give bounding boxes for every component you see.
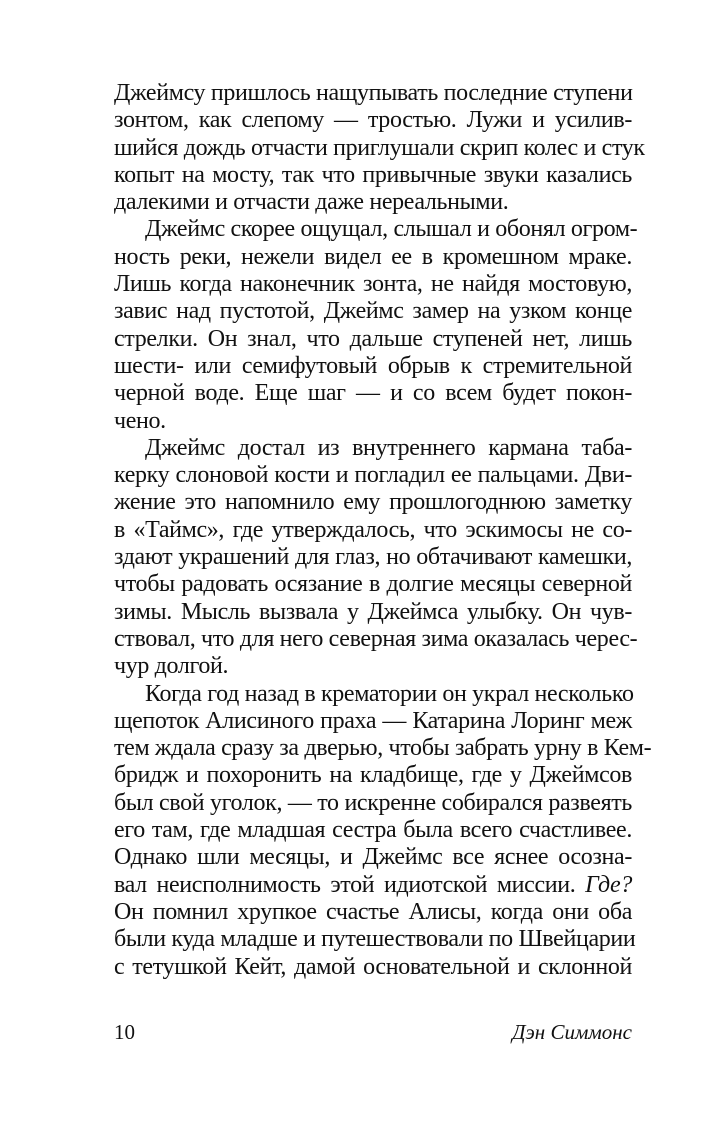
text-line: завис над пустотой, Джеймс замер на узком конце xyxy=(114,298,632,325)
italic-text: Где? xyxy=(585,871,632,898)
text-line: жение это напомнило ему прошлогоднюю заметку xyxy=(114,489,632,516)
text-line: Джеймс достал из внутреннего кармана таба- xyxy=(145,434,632,461)
page-number: 10 xyxy=(114,1020,135,1044)
text-line: шийся дождь отчасти приглушали скрип колес и стук xyxy=(114,134,645,161)
text-line: далекими и отчасти даже нереальными. xyxy=(114,189,509,216)
text-line-with-italic xyxy=(114,872,632,899)
text-line: керку слоновой кости и погладил ее пальцами. Дви- xyxy=(114,462,632,489)
text-line: Джеймс скорее ощущал, слышал и обонял огром- xyxy=(145,216,638,243)
text-line: ность реки, нежели видел ее в кромешном мраке. xyxy=(114,243,632,270)
text-line: чтобы радовать осязание в долгие месяцы северной xyxy=(114,571,632,598)
text-line: чур долгой. xyxy=(114,653,229,680)
text-line: шести- или семифутовый обрыв к стремительной xyxy=(114,352,632,379)
running-head-author: Дэн Симмонс xyxy=(512,1020,632,1044)
text-line: стрелки. Он знал, что дальше ступеней нет, лишь xyxy=(114,325,632,352)
text-line: щепоток Алисиного праха — Катарина Лоринг меж xyxy=(114,707,632,734)
text-line: тем ждала сразу за дверью, чтобы забрать урну в Кем- xyxy=(114,735,652,762)
text-line: бридж и похоронить на кладбище, где у Джеймсов xyxy=(114,762,632,789)
page-footer xyxy=(114,1018,632,1046)
text-line: зонтом, как слепому — тростью. Лужи и усилив- xyxy=(114,107,632,134)
text-line: Лишь когда наконечник зонта, не найдя мостовую, xyxy=(114,271,632,298)
text-line: чено. xyxy=(114,407,166,434)
text-line: копыт на мосту, так что привычные звуки казались xyxy=(114,161,632,188)
text-line: ствовал, что для него северная зима оказалась черес- xyxy=(114,625,638,652)
text-line: черной воде. Еще шаг — и со всем будет покон- xyxy=(114,380,632,407)
text-segment: вал неисполнимость этой идиотской миссии. xyxy=(114,871,576,898)
text-line: был свой уголок, — то искренне собирался развеять xyxy=(114,789,632,816)
text-line: с тетушкой Кейт, дамой основательной и склонной xyxy=(114,953,632,980)
body-text xyxy=(114,80,652,981)
text-line: его там, где младшая сестра была всего счастливее. xyxy=(114,817,632,844)
text-line: Однако шли месяцы, и Джеймс все яснее осозна- xyxy=(114,844,632,871)
text-line: зимы. Мысль вызвала у Джеймса улыбку. Он чув- xyxy=(114,598,632,625)
text-line: были куда младше и путешествовали по Швейцарии xyxy=(114,926,636,953)
text-line: Джеймсу пришлось нащупывать последние ступени xyxy=(114,80,633,106)
text-line: Когда год назад в крематории он украл несколько xyxy=(145,680,634,707)
text-line: здают украшений для глаз, но обтачивают камешки, xyxy=(114,544,632,571)
text-line: Он помнил хрупкое счастье Алисы, когда они оба xyxy=(114,898,632,925)
text-line: в «Таймс», где утверждалось, что эскимосы не со- xyxy=(114,516,632,543)
